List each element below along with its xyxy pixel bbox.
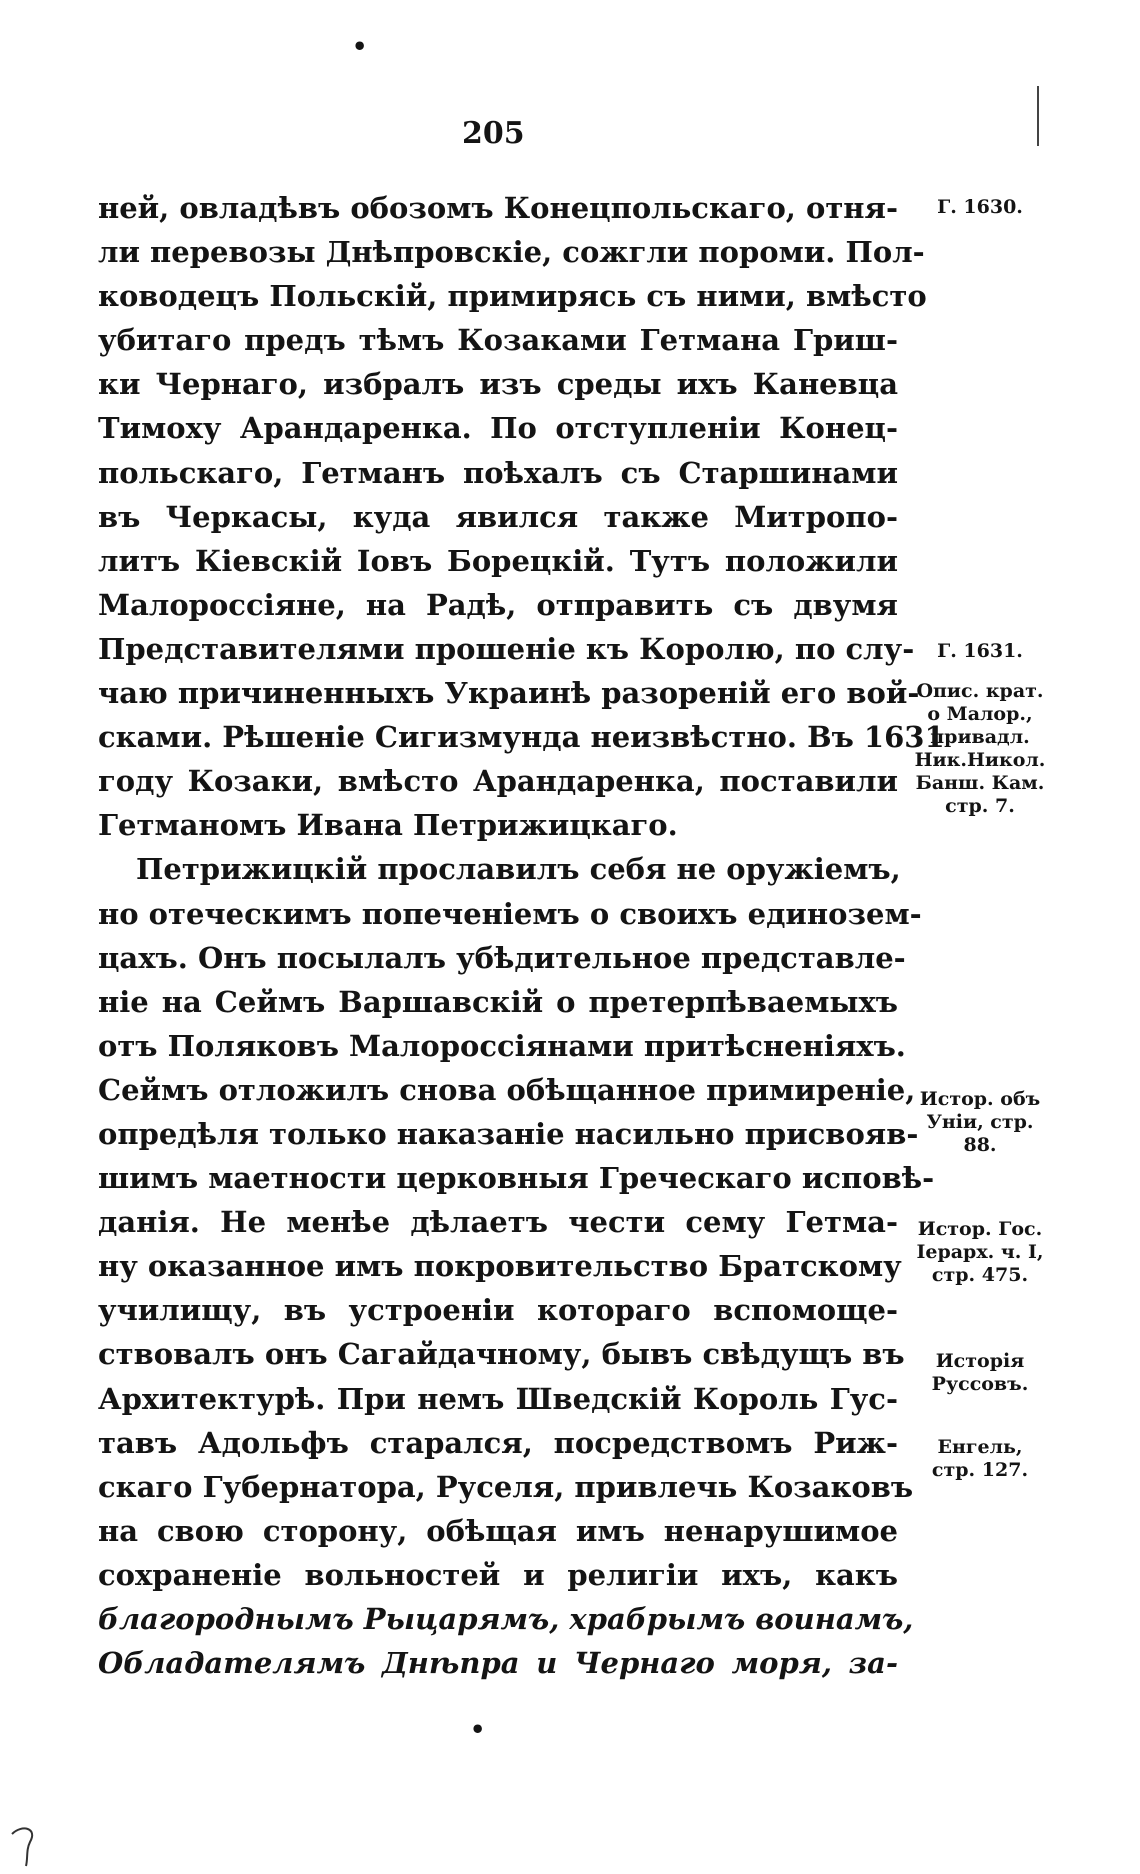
- text-line: сками. Рѣшеніе Сигизмунда неизвѣстно. Въ 1631: [98, 720, 945, 755]
- page-number: 205: [462, 116, 525, 151]
- text-line: сохраненіе вольностей и религіи ихъ, какъ: [98, 1557, 898, 1592]
- margin-note-line: стр. 475.: [931, 1264, 1029, 1286]
- text-line: Сеймъ отложилъ снова обѣщанное примиреніе,: [98, 1072, 916, 1107]
- margin-note-line: Опис. крат.: [916, 680, 1044, 702]
- bottom-ink-mark: •: [470, 1715, 486, 1744]
- margin-note-line: о Малор.,: [927, 703, 1033, 725]
- paragraph-start-line: Петрижицкій прославилъ себя не оружіемъ,: [136, 852, 901, 887]
- text-line: ніе на Сеймъ Варшавскій о претерпѣваемыхъ: [98, 984, 898, 1019]
- margin-note-line: Банш. Кам.: [915, 772, 1045, 794]
- text-line: скаго Губернатора, Руселя, привлечь Козаковъ: [98, 1469, 914, 1504]
- text-line: опредѣля только наказаніе насильно присвояв-: [98, 1116, 919, 1151]
- text-line: тавъ Адольфъ старался, посредствомъ Риж-: [98, 1425, 898, 1460]
- margin-note-line: 88.: [963, 1134, 997, 1156]
- edge-line: [1037, 86, 1039, 146]
- margin-note-line: Г. 1630.: [937, 196, 1023, 218]
- text-line: ствовалъ онъ Сагайдачному, бывъ свѣдущъ въ: [98, 1337, 905, 1372]
- text-line: Представителями прошеніе къ Королю, по слу-: [98, 631, 915, 666]
- text-line: ней, овладѣвъ обозомъ Конецпольскаго, отня-: [98, 191, 898, 225]
- text-line: Малороссіяне, на Радѣ, отправить съ двумя: [98, 587, 898, 622]
- margin-note-line: Истор. Гос.: [917, 1218, 1043, 1240]
- italic-text-line: благороднымъ Рыцарямъ, храбрымъ воинамъ,: [98, 1602, 914, 1636]
- margin-note-line: стр. 7.: [945, 795, 1015, 817]
- margin-note-line: Исторія: [935, 1350, 1025, 1372]
- margin-note-reference: [910, 1218, 1050, 1287]
- text-line: цахъ. Онъ посылалъ убѣдительное представле-: [98, 940, 906, 975]
- text-line: Архитектурѣ. При немъ Шведскій Король Гус-: [98, 1381, 898, 1416]
- text-line: но отеческимъ попеченіемъ о своихъ единозем-: [98, 896, 922, 931]
- paragraph-end-line: Гетманомъ Ивана Петрижицкаго.: [98, 808, 678, 843]
- text-line: ководецъ Польскій, примирясь съ ними, вмѣсто: [98, 279, 927, 314]
- italic-text-line: Обладателямъ Днѣпра и Чернаго моря, за-: [98, 1646, 898, 1681]
- text-line: на свою сторону, обѣщая имъ ненарушимое: [98, 1513, 898, 1548]
- text-line: училищу, въ устроеніи котораго вспомоще-: [98, 1293, 898, 1328]
- margin-note-year-1630: [910, 196, 1050, 219]
- margin-note-reference: [910, 680, 1050, 818]
- handwritten-hook-mark: [6, 1820, 46, 1870]
- margin-note-line: Ник.Никол.: [914, 749, 1046, 771]
- margin-note-reference: [910, 1088, 1050, 1157]
- top-ink-mark: •: [352, 32, 368, 61]
- text-line: данія. Не менѣе дѣлаетъ чести сему Гетма-: [98, 1205, 898, 1240]
- margin-note-line: Енгель,: [937, 1436, 1023, 1458]
- margin-note-reference: [910, 1350, 1050, 1396]
- main-text: [98, 186, 945, 1685]
- text-line: чаю причиненныхъ Украинѣ разореній его вой-: [98, 676, 920, 711]
- text-line: польскаго, Гетманъ поѣхалъ съ Старшинами: [98, 455, 898, 490]
- margin-note-line: привадл.: [930, 726, 1030, 748]
- text-line: въ Черкасы, куда явился также Митропо-: [98, 499, 898, 534]
- text-line: ли перевозы Днѣпровскіе, сожгли пороми. Пол-: [98, 235, 925, 270]
- text-line: отъ Поляковъ Малороссіянами притѣсненіяхъ.: [98, 1028, 906, 1063]
- margin-note-year-1631: [910, 640, 1050, 663]
- margin-note-line: стр. 127.: [931, 1459, 1029, 1481]
- text-line: ну оказанное имъ покровительство Братскому: [98, 1249, 902, 1284]
- text-line: убитаго предъ тѣмъ Козаками Гетмана Гриш-: [98, 323, 898, 358]
- text-line: литъ Кіевскій Іовъ Борецкій. Тутъ положили: [98, 543, 898, 578]
- text-line: году Козаки, вмѣсто Арандаренка, поставили: [98, 764, 898, 799]
- margin-note-line: Уніи, стр.: [926, 1111, 1034, 1133]
- text-line: Тимоху Арандаренка. По отступленіи Конец-: [98, 411, 898, 446]
- margin-note-line: Руссовъ.: [931, 1373, 1029, 1395]
- margin-note-line: Г. 1631.: [937, 640, 1023, 662]
- text-line: шимъ маетности церковныя Греческаго исповѣ-: [98, 1161, 935, 1196]
- text-line: ки Чернаго, избралъ изъ среды ихъ Каневца: [98, 367, 898, 402]
- margin-note-line: Истор. объ: [919, 1088, 1041, 1110]
- margin-note-line: Іерарх. ч. I,: [916, 1241, 1044, 1263]
- margin-note-reference: [910, 1436, 1050, 1482]
